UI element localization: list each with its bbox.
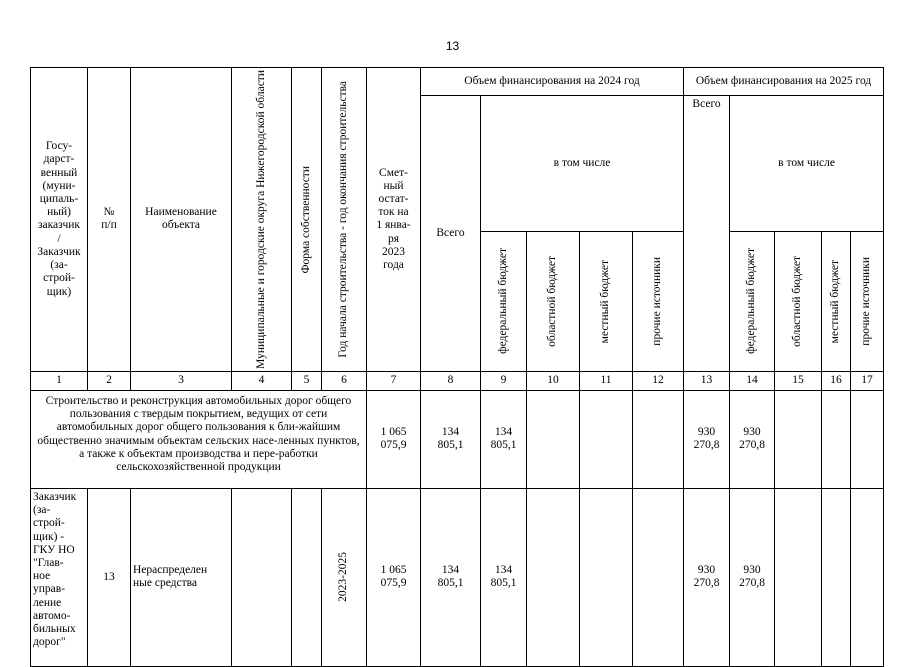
row-federal2024: 134 805,1 <box>481 488 527 666</box>
row-customer: Заказчик (за- строй- щик) - ГКУ НО "Глав- ное управ- ление автомо- бильных дорог" <box>31 488 88 666</box>
section-row <box>31 390 884 488</box>
section-federal2024: 134 805,1 <box>481 390 527 488</box>
column-number: 13 <box>684 371 730 390</box>
column-number: 12 <box>633 371 684 390</box>
row-federal2025: 930 270,8 <box>730 488 775 666</box>
header-federal2024: федеральный бюджет <box>481 231 527 371</box>
row-years: 2023-2025 <box>322 488 367 666</box>
header-ownership: Форма собственности <box>292 68 322 372</box>
section-federal2025: 930 270,8 <box>730 390 775 488</box>
header-incl2024: в том числе <box>481 96 684 232</box>
column-number-row <box>31 371 884 390</box>
section-remainder: 1 065 075,9 <box>367 390 421 488</box>
header-remainder: Смет- ный остат- ток на 1 янва- ря 2023 года <box>367 68 421 372</box>
header-num: № п/п <box>88 68 131 372</box>
column-number: 16 <box>822 371 851 390</box>
column-number: 15 <box>775 371 822 390</box>
column-number: 11 <box>580 371 633 390</box>
header-name: Наименование объекта <box>131 68 232 372</box>
section-local2025 <box>822 390 851 488</box>
section-total2025: 930 270,8 <box>684 390 730 488</box>
column-number: 8 <box>421 371 481 390</box>
column-number: 5 <box>292 371 322 390</box>
budget-table <box>30 67 884 667</box>
header-regional2025: областной бюджет <box>775 231 822 371</box>
section-other2024 <box>633 390 684 488</box>
header-local2025: местный бюджет <box>822 231 851 371</box>
column-number: 7 <box>367 371 421 390</box>
column-number: 6 <box>322 371 367 390</box>
header-other2024: прочие источники <box>633 231 684 371</box>
section-regional2024 <box>527 390 580 488</box>
row-num: 13 <box>88 488 131 666</box>
header-federal2025: федеральный бюджет <box>730 231 775 371</box>
section-regional2025 <box>775 390 822 488</box>
header-regional2024: областной бюджет <box>527 231 580 371</box>
header-fin2025: Объем финансирования на 2025 год <box>684 68 884 96</box>
row-name: Нераспределен ные средства <box>131 488 232 666</box>
header-incl2025: в том числе <box>730 96 884 232</box>
header-fin2024: Объем финансирования на 2024 год <box>421 68 684 96</box>
header-total2025: Всего <box>684 96 730 372</box>
header-total2024: Всего <box>421 96 481 372</box>
column-number: 10 <box>527 371 580 390</box>
header-other2025: прочие источники <box>851 231 884 371</box>
column-number: 4 <box>232 371 292 390</box>
section-title: Строительство и реконструкция автомобильных дорог общего пользования с твердым покрытием, ведущих от сети автомобильных дорог общего пользования к бли-жайшим общественно значимым объектам сельских насе-ленных пунктов, а также к объектам производства и пере-работки сельскохозяйственной продукции <box>31 390 367 488</box>
row-total2025: 930 270,8 <box>684 488 730 666</box>
section-total2024: 134 805,1 <box>421 390 481 488</box>
row-remainder: 1 065 075,9 <box>367 488 421 666</box>
header-municipality: Муниципальные и городские округа Нижегородской области <box>232 68 292 372</box>
column-number: 3 <box>131 371 232 390</box>
column-number: 1 <box>31 371 88 390</box>
header-customer: Госу- дарст- венный (муни- ципаль- ный) заказчик / Заказчик (за- строй- щик) <box>31 68 88 372</box>
column-number: 17 <box>851 371 884 390</box>
row-total2024: 134 805,1 <box>421 488 481 666</box>
header-years: Год начала строительства - год окончания строительства <box>322 68 367 372</box>
section-local2024 <box>580 390 633 488</box>
header-local2024: местный бюджет <box>580 231 633 371</box>
column-number: 14 <box>730 371 775 390</box>
section-other2025 <box>851 390 884 488</box>
page-number: 13 <box>445 39 460 53</box>
column-number: 9 <box>481 371 527 390</box>
column-number: 2 <box>88 371 131 390</box>
